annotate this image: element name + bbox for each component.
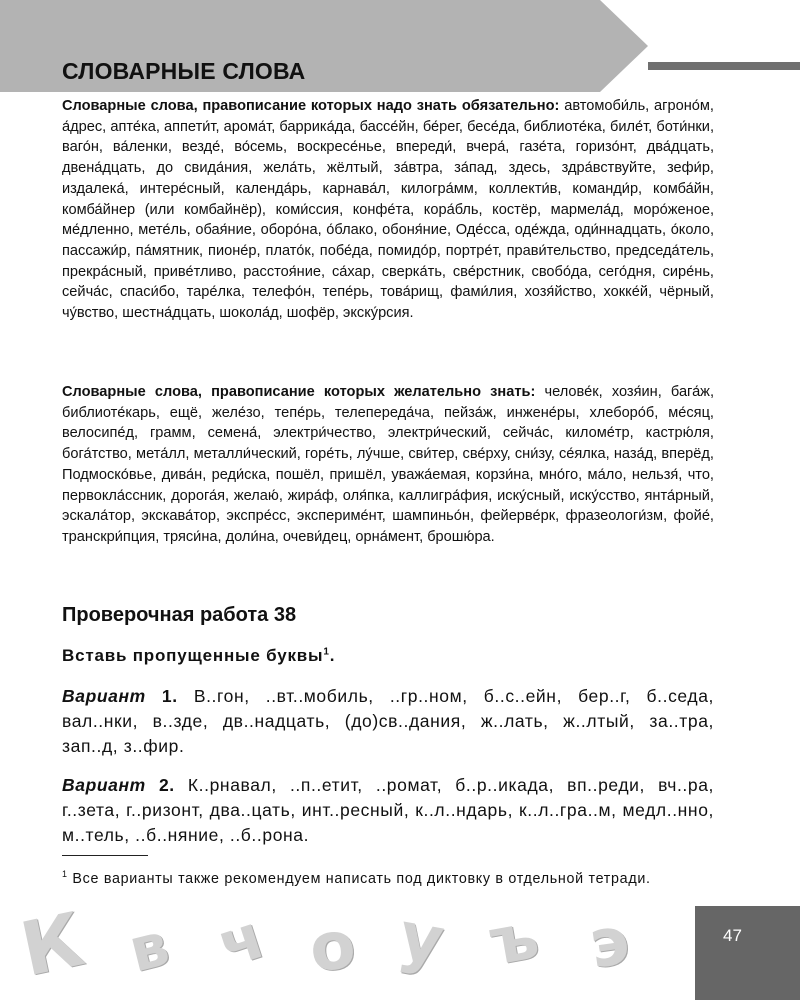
decor-letter-2: в [122, 909, 176, 987]
test-title: Проверочная работа 38 [62, 604, 297, 626]
variant-1-number: 1. [161, 686, 178, 706]
required-words-lead: Словарные слова, правописание которых надо знать обязательно: [62, 98, 560, 114]
required-words-list: автомоби́ль, агроно́м, а́дрес, апте́ка, аппети́т, арома́т, баррика́да, бассе́йн, бе́рег, бесе́да, библиоте́ка, биле́т, боти́нки, ваго́н, ва́ленки, везде́, во́семь, воскресе́нье, впереди́, вчера́, газе́та, горизо́нт, два́дцать, двена́дцать, до свида́ния, жела́ть, жёлтый, за́втра, за́пад, здесь, здра́вствуйте, зефи́р, издалека́, интере́сный, календа́рь, карнава́л, килогра́мм, коллекти́в, команди́р, комба́йн, комба́йнер (или комбайнёр), коми́ссия, конфе́та, кора́бль, костёр, мармела́д, моро́женое, ме́дленно, мете́ль, обая́ние, оборо́на, о́блако, обоня́ние, Оде́сса, оде́жда, оди́ннадцать, о́коло, пассажи́р, па́мятник, пионе́р, плато́к, побе́да, помидо́р, портре́т, прави́тельство, председа́тель, прекра́сный, приве́тливо, расстоя́ние, са́хар, сверка́ть, све́рстник, свобо́да, сего́дня, сире́нь, сейча́с, спаси́бо, таре́лка, телефо́н, тепе́рь, това́рищ, фами́лия, хозя́йство, хокке́й, чёрный, чу́вство, шестна́дцать, шокола́д, шофёр, экску́рсия. [62, 98, 714, 322]
decor-letter-1: К [13, 896, 91, 994]
variant-1-text: В..гон, ..вт..мобиль, ..гр..ном, б..с..ейн, бер..г, б..седа, вал..нки, в..зде, дв..надцать, (до)св..дания, ж..лать, ж..лтый, за..тра, зап..д, з..фир. [62, 686, 714, 756]
desirable-words-list: челове́к, хозя́ин, бага́ж, библиоте́карь, ещё, желе́зо, тепе́рь, телепереда́ча, пейза́ж, инжене́ры, хлеборо́б, ме́сяц, велосипе́д, грамм, семена́, электри́чество, электри́ческий, сейча́с, киломе́тр, кастрю́ля, бога́тство, мета́лл, металли́ческий, горе́ть, лу́чше, сви́тер, све́рху, сни́зу, се́ялка, наза́д, вперёд, Подмоско́вье, дива́н, реди́ска, пошёл, пришёл, уважа́емая, корзи́на, мно́го, ма́ло, нельзя́, что, первокла́ссник, дорога́я, желаю́, жира́ф, оля́пка, каллигра́фия, иску́сный, иску́сство, янта́рный, эскала́тор, экскава́тор, экспре́сс, экспериме́нт, шампиньо́н, фейерве́рк, фразеологи́зм, фойе́, транскри́пция, тряси́на, доли́на, очеви́дец, орна́мент, брошю́ра. [62, 384, 714, 545]
variant-2-label: Вариант [62, 775, 146, 795]
variant-1 [62, 684, 714, 759]
desirable-words-lead: Словарные слова, правописание которых желательно знать: [62, 384, 536, 400]
task-instruction-text: Вставь пропущенные буквы [62, 646, 324, 665]
decorative-letters [0, 896, 700, 1000]
decor-letter-3: ч [209, 899, 273, 982]
page-number-box [695, 906, 800, 1000]
task-instruction [62, 646, 335, 666]
required-words-paragraph [62, 96, 714, 324]
footnote-text: Все варианты также рекомендуем написать под диктовку в отдельной тетради. [72, 870, 651, 887]
footnote-mark: 1 [62, 869, 68, 879]
variant-2 [62, 773, 714, 848]
footnote [62, 864, 714, 889]
footnote-divider [62, 855, 148, 856]
decor-letter-7: э [584, 901, 635, 984]
desirable-words-paragraph [62, 382, 714, 548]
decor-letter-6: ъ [483, 899, 545, 981]
footnote-ref: 1 [323, 646, 330, 658]
decor-letter-5: у [393, 896, 450, 981]
variant-2-number: 2. [158, 775, 175, 795]
variant-2-text: К..рнавал, ..п..етит, ..ромат, б..р..икада, вп..реди, вч..ра, г..зета, г..ризонт, два..цать, инт..ресный, к..л..ндарь, к..л..гра..м, медл..нно, м..тель, ..б..няние, ..б..рона. [62, 775, 714, 845]
variant-1-label: Вариант [62, 686, 146, 706]
page-number: 47 [723, 926, 742, 945]
decor-letter-4: о [306, 905, 360, 988]
page-title: СЛОВАРНЫЕ СЛОВА [62, 58, 306, 84]
task-instruction-end: . [329, 646, 336, 665]
